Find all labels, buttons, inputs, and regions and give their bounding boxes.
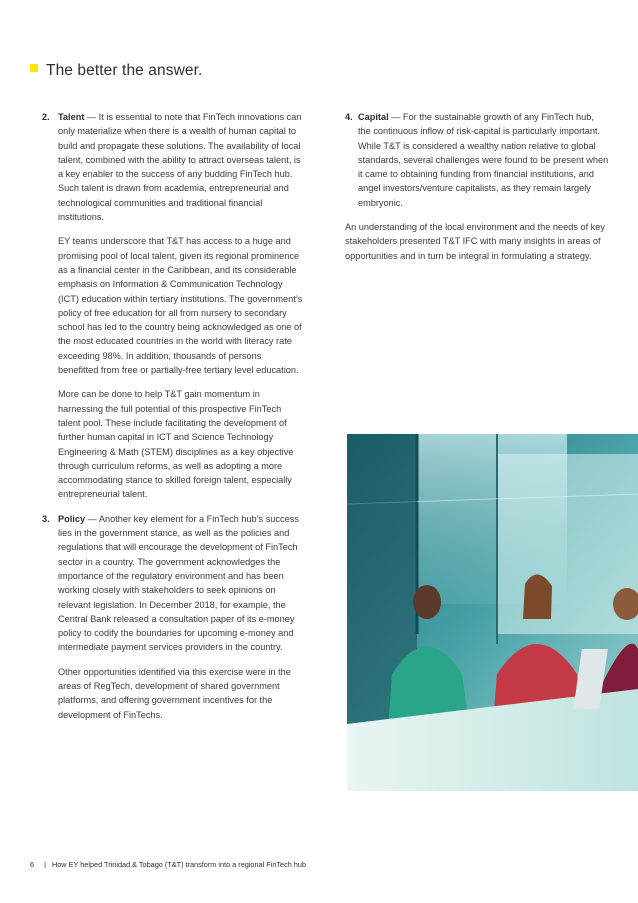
left-column	[42, 110, 304, 732]
policy-paragraph-2: Other opportunities identified via this exercise were in the areas of RegTech, development of shared government platforms, and offering government incentives for the development of FinTechs.	[58, 666, 291, 720]
photo-illustration	[347, 434, 638, 791]
office-meeting-photo	[347, 434, 638, 791]
yellow-square-icon	[30, 64, 38, 72]
item-number: 4.	[345, 112, 353, 122]
item-number: 2.	[42, 112, 50, 122]
right-column	[345, 110, 609, 273]
capital-lead: Capital	[358, 112, 389, 122]
section-header	[30, 62, 202, 80]
policy-lead: Policy	[58, 513, 86, 524]
page-footer	[30, 860, 306, 869]
capital-item	[345, 110, 609, 220]
footer-text: How EY helped Trinidad & Tobago (T&T) transform into a regional FinTech hub	[51, 860, 307, 869]
policy-paragraph-1: Policy — Another key element for a FinTech hub’s success lies in the government stance, as well as the policies and regulations that will encourage the development of FinTech sector in a country. The government acknowledges the importance of the regulatory environment and has been working closely with stakeholders to seek opinions on relevant legislation. In December 2018, for example, the Central Bank released a consultation paper of its e-money policy to codify the boundaries for upcoming e-money and intermediate payment services providers in the country.	[58, 513, 299, 653]
section-title: The better the answer.	[46, 62, 203, 79]
summary-paragraph: An understanding of the local environment and the needs of key stakeholders presented T&T IFC with many insights in areas of opportunities and in turn be integral in formulating a strategy.	[345, 222, 605, 261]
talent-item	[42, 110, 304, 234]
footer-separator: |	[44, 860, 46, 869]
item-number: 3.	[42, 513, 50, 524]
talent-paragraph-1: Talent — It is essential to note that FinTech innovations can only materialize when there is a wealth of human capital to build and propagate these solutions. The availability of local talent, combined with the ability to attract overseas talent, is a key enabler to the success of any budding FinTech hub. Such talent is drawn from academia, entrepreneurial and technological communities and traditional financial institutions.	[58, 112, 302, 223]
talent-lead: Talent	[58, 112, 85, 122]
policy-item	[42, 512, 304, 665]
capital-paragraph: Capital — For the sustainable growth of any FinTech hub, the continuous inflow of risk-capital is particularly important. While T&T is considered a wealthy nation relative to global standards, several challenges were found to be present when it came to obtaining funding from financial institutions, and angel investors/venture capitalists, as they remain largely embryonic.	[358, 112, 609, 208]
talent-paragraph-2: EY teams underscore that T&T has access to a huge and promising pool of local talent, given its regional prominence as a financial center in the Caribbean, and its considerable emphasis on Information & Communication Technology (ICT) education within tertiary institutions. The government’s policy of free education for all from nursery to secondary school has led to the country being acknowledged as one of the most educated countries in the world with literacy rate exceeding 98%. In addition, thousands of persons benefitted from free or partially-free tertiary level education.	[58, 236, 303, 376]
page-number: 6	[30, 860, 35, 869]
talent-paragraph-3: More can be done to help T&T gain momentum in harnessing the full potential of this prospective FinTech talent pool. These include facilitating the development of further human capital in ICT and Science Technology Engineering & Math (STEM) disciplines as a key objective through curriculum reforms, as well as adopting a more accommodating stance to skilled foreign talent, especially entrepreneurial talent.	[58, 389, 294, 500]
